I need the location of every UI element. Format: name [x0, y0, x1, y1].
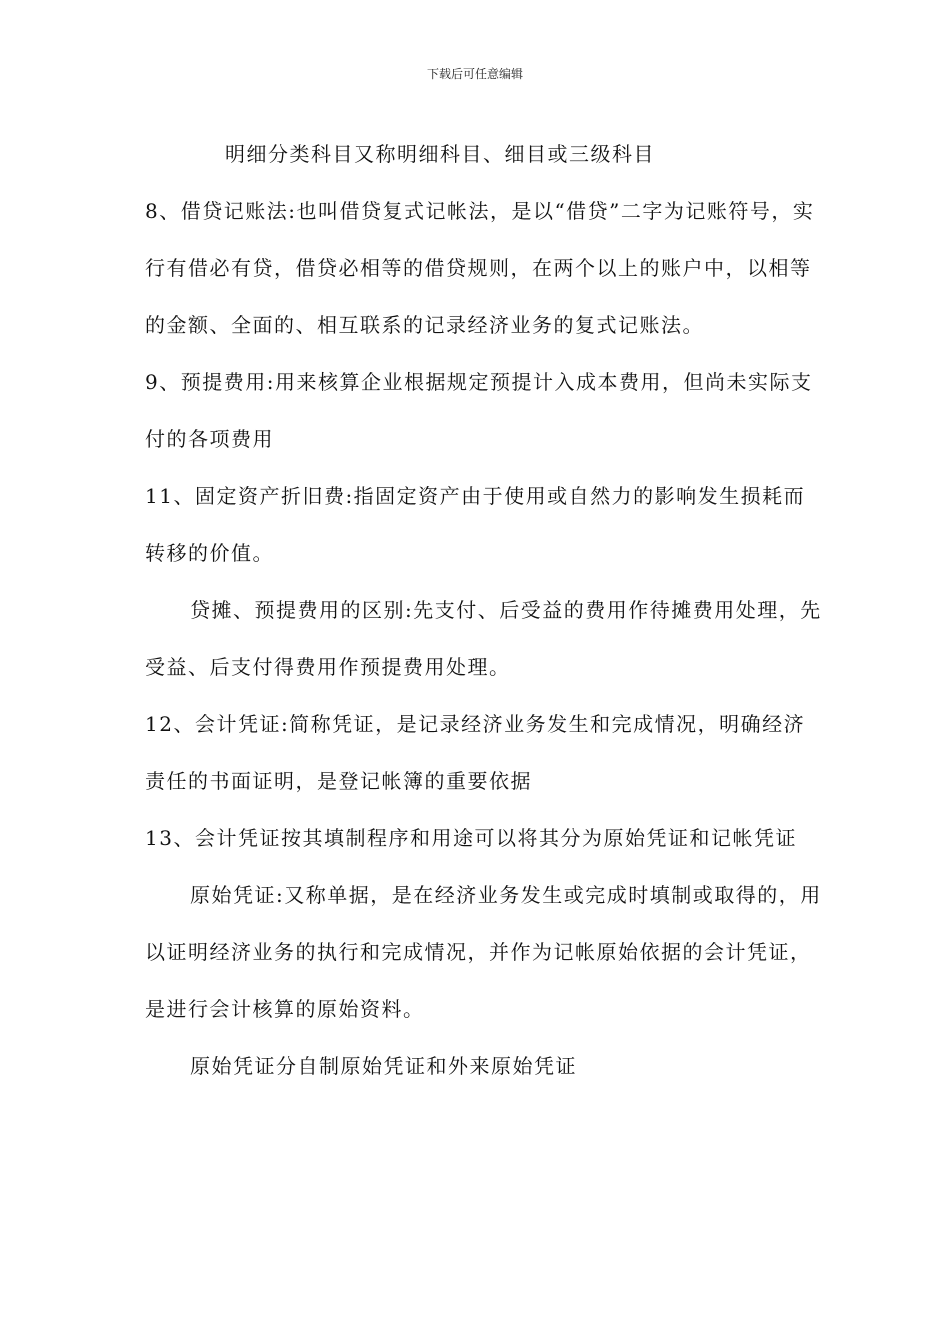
paragraph-accounting-voucher: 12、会计凭证:简称凭证，是记录经济业务发生和完成情况，明确经济责任的书面证明，是登记帐簿的重要依据 [145, 712, 806, 793]
document-body [145, 126, 825, 1095]
paragraph-original-voucher-types: 原始凭证分自制原始凭证和外来原始凭证 [190, 1054, 577, 1078]
paragraph-prepaid-vs-accrued: 贷摊、预提费用的区别:先支付、后受益的费用作待摊费用处理，先受益、后支付得费用作预提费用处理。 [145, 598, 822, 679]
page-header: 下载后可任意编辑 [426, 67, 523, 81]
paragraph-debit-credit-method: 8、借贷记账法:也叫借贷复式记帐法，是以“借贷”二字为记账符号，实行有借必有贷，借贷必相等的借贷规则，在两个以上的账户中，以相等的金额、全面的、相互联系的记录经济业务的复式记账法。 [145, 199, 815, 337]
paragraph-detail-accounts: 明细分类科目又称明细科目、细目或三级科目 [225, 142, 655, 166]
paragraph-voucher-classification: 13、会计凭证按其填制程序和用途可以将其分为原始凭证和记帐凭证 [145, 826, 797, 850]
paragraph-accrued-expenses: 9、预提费用:用来核算企业根据规定预提计入成本费用，但尚未实际支付的各项费用 [145, 370, 813, 451]
paragraph-depreciation: 11、固定资产折旧费:指固定资产由于使用或自然力的影响发生损耗而转移的价值。 [145, 484, 806, 565]
paragraph-original-voucher: 原始凭证:又称单据，是在经济业务发生或完成时填制或取得的，用以证明经济业务的执行和完成情况，并作为记帐原始依据的会计凭证，是进行会计核算的原始资料。 [145, 883, 822, 1021]
